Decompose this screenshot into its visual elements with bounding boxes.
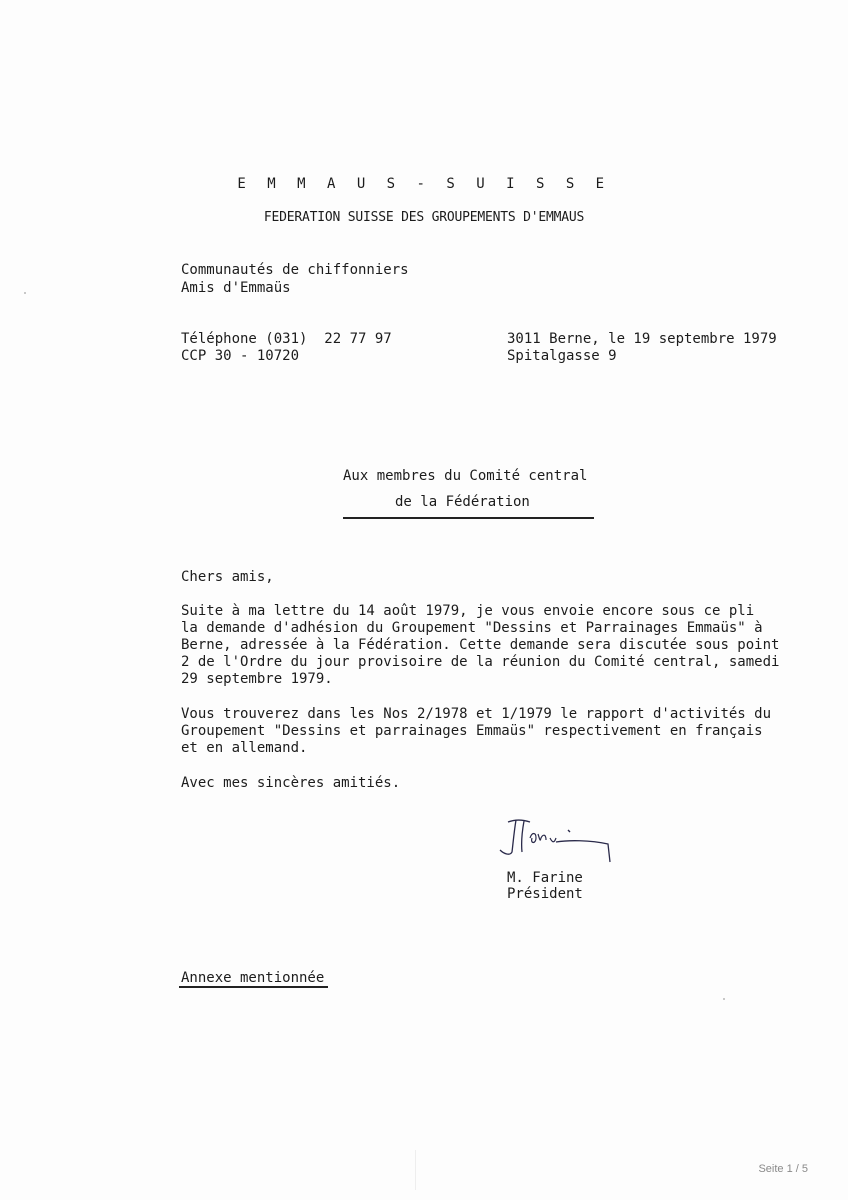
paragraph-2-line-2: Groupement "Dessins et parrainages Emmaüs" respectivement en français — [181, 723, 763, 739]
paragraph-1-line-4: 2 de l'Ordre du jour provisoire de la réunion du Comité central, samedi — [181, 654, 780, 670]
paragraph-1-line-2: la demande d'adhésion du Groupement "Dessins et Parrainages Emmaüs" à — [181, 620, 763, 636]
scan-mark — [415, 1150, 416, 1190]
subheader-line-2: Amis d'Emmaüs — [181, 280, 291, 296]
paragraph-1-line-3: Berne, adressée à la Fédération. Cette demande sera discutée sous point — [181, 637, 780, 653]
page-number: Seite 1 / 5 — [758, 1163, 808, 1175]
handwritten-signature — [494, 818, 618, 872]
scan-speck — [723, 998, 725, 1000]
paragraph-1-line-1: Suite à ma lettre du 14 août 1979, je vous envoie encore sous ce pli — [181, 603, 755, 619]
recipient-line-1: Aux membres du Comité central — [343, 468, 588, 484]
federation-name: FEDERATION SUISSE DES GROUPEMENTS D'EMMAUS — [263, 210, 585, 225]
place-date: 3011 Berne, le 19 septembre 1979 — [507, 331, 777, 347]
organization-name: E M M A U S - S U I S S E — [237, 176, 611, 192]
scan-speck — [24, 292, 26, 294]
paragraph-2-line-3: et en allemand. — [181, 740, 308, 756]
closing: Avec mes sincères amitiés. — [181, 775, 401, 791]
paragraph-1-line-5: 29 septembre 1979. — [181, 671, 333, 687]
subheader-line-1: Communautés de chiffonniers — [181, 262, 409, 278]
signatory-title: Président — [507, 886, 583, 902]
salutation: Chers amis, — [181, 569, 274, 585]
street-address: Spitalgasse 9 — [507, 348, 617, 364]
annex-underline — [179, 986, 328, 988]
recipient-underline — [343, 517, 594, 519]
annex-note: Annexe mentionnée — [181, 970, 325, 986]
recipient-line-2: de la Fédération — [395, 494, 530, 510]
signatory-name: M. Farine — [507, 870, 583, 886]
paragraph-2-line-1: Vous trouverez dans les Nos 2/1978 et 1/1979 le rapport d'activités du — [181, 706, 772, 722]
phone-number: Téléphone (031) 22 77 97 — [181, 331, 392, 347]
ccp-account: CCP 30 - 10720 — [181, 348, 300, 364]
